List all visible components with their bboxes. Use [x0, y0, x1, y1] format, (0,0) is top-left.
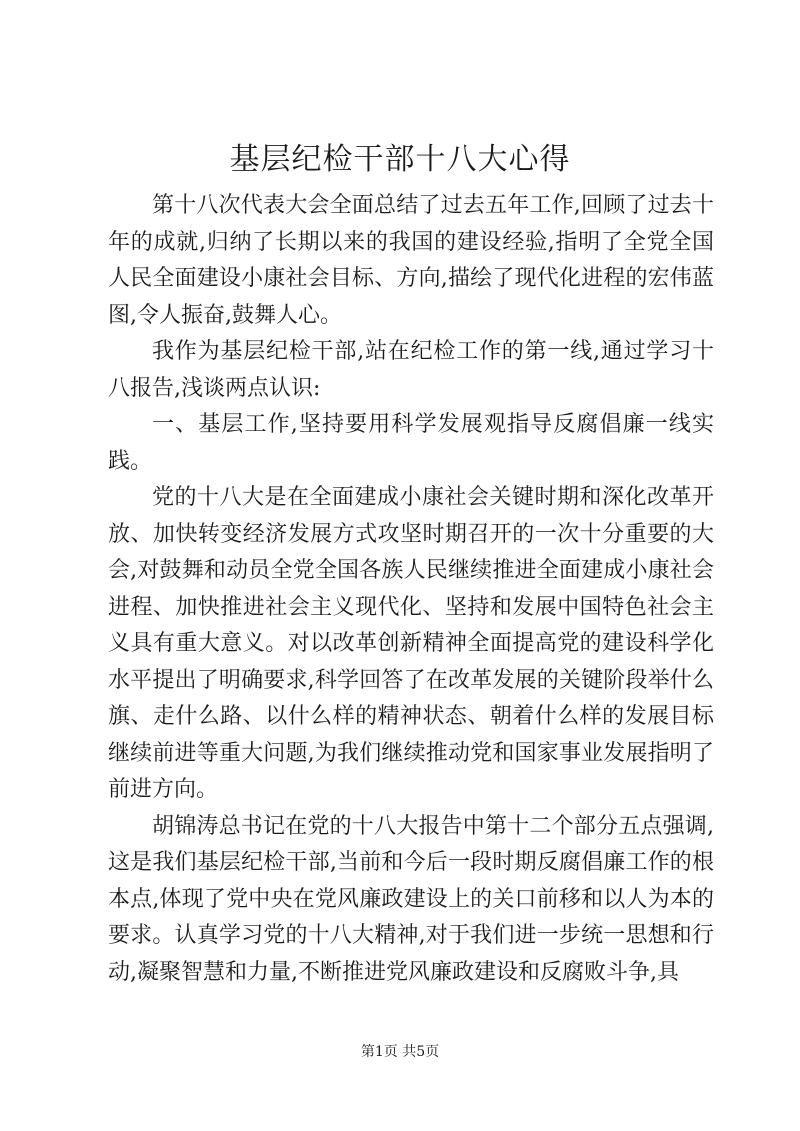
- paragraph-2: 我作为基层纪检干部,站在纪检工作的第一线,通过学习十八报告,浅谈两点认识:: [108, 339, 714, 401]
- paragraph-3: 一、基层工作,坚持要用科学发展观指导反腐倡廉一线实践。: [108, 412, 714, 474]
- paragraph-5: 胡锦涛总书记在党的十八大报告中第十二个部分五点强调,这是我们基层纪检干部,当前和今后一段时期反腐倡廉工作的根本点,体现了党中央在党风廉政建设上的关口前移和以人为本的要求。认真学习党的十八大精神,对于我们进一步统一思想和行动,凝聚智慧和力量,不断推进党风廉政建设和反腐败斗争,具: [108, 813, 714, 985]
- paragraph-1: 第十八次代表大会全面总结了过去五年工作,回顾了过去十年的成就,归纳了长期以来的我国的建设经验,指明了全党全国人民全面建设小康社会目标、方向,描绘了现代化进程的宏伟蓝图,令人振奋,鼓舞人心。: [108, 193, 714, 328]
- document-body: [108, 188, 714, 991]
- document-title: 基层纪检干部十八大心得: [229, 142, 571, 177]
- paragraph-4: 党的十八大是在全面建成小康社会关键时期和深化改革开放、加快转变经济发展方式攻坚时期召开的一次十分重要的大会,对鼓舞和动员全党全国各族人民继续推进全面建成小康社会进程、加快推进社会主义现代化、坚持和发展中国特色社会主义具有重大意义。对以改革创新精神全面提高党的建设科学化水平提出了明确要求,科学回答了在改革发展的关键阶段举什么旗、走什么路、以什么样的精神状态、朝着什么样的发展目标继续前进等重大问题,为我们继续推动党和国家事业发展指明了前进方向。: [108, 485, 714, 802]
- page-number-footer: 第1页 共5页: [360, 1044, 440, 1060]
